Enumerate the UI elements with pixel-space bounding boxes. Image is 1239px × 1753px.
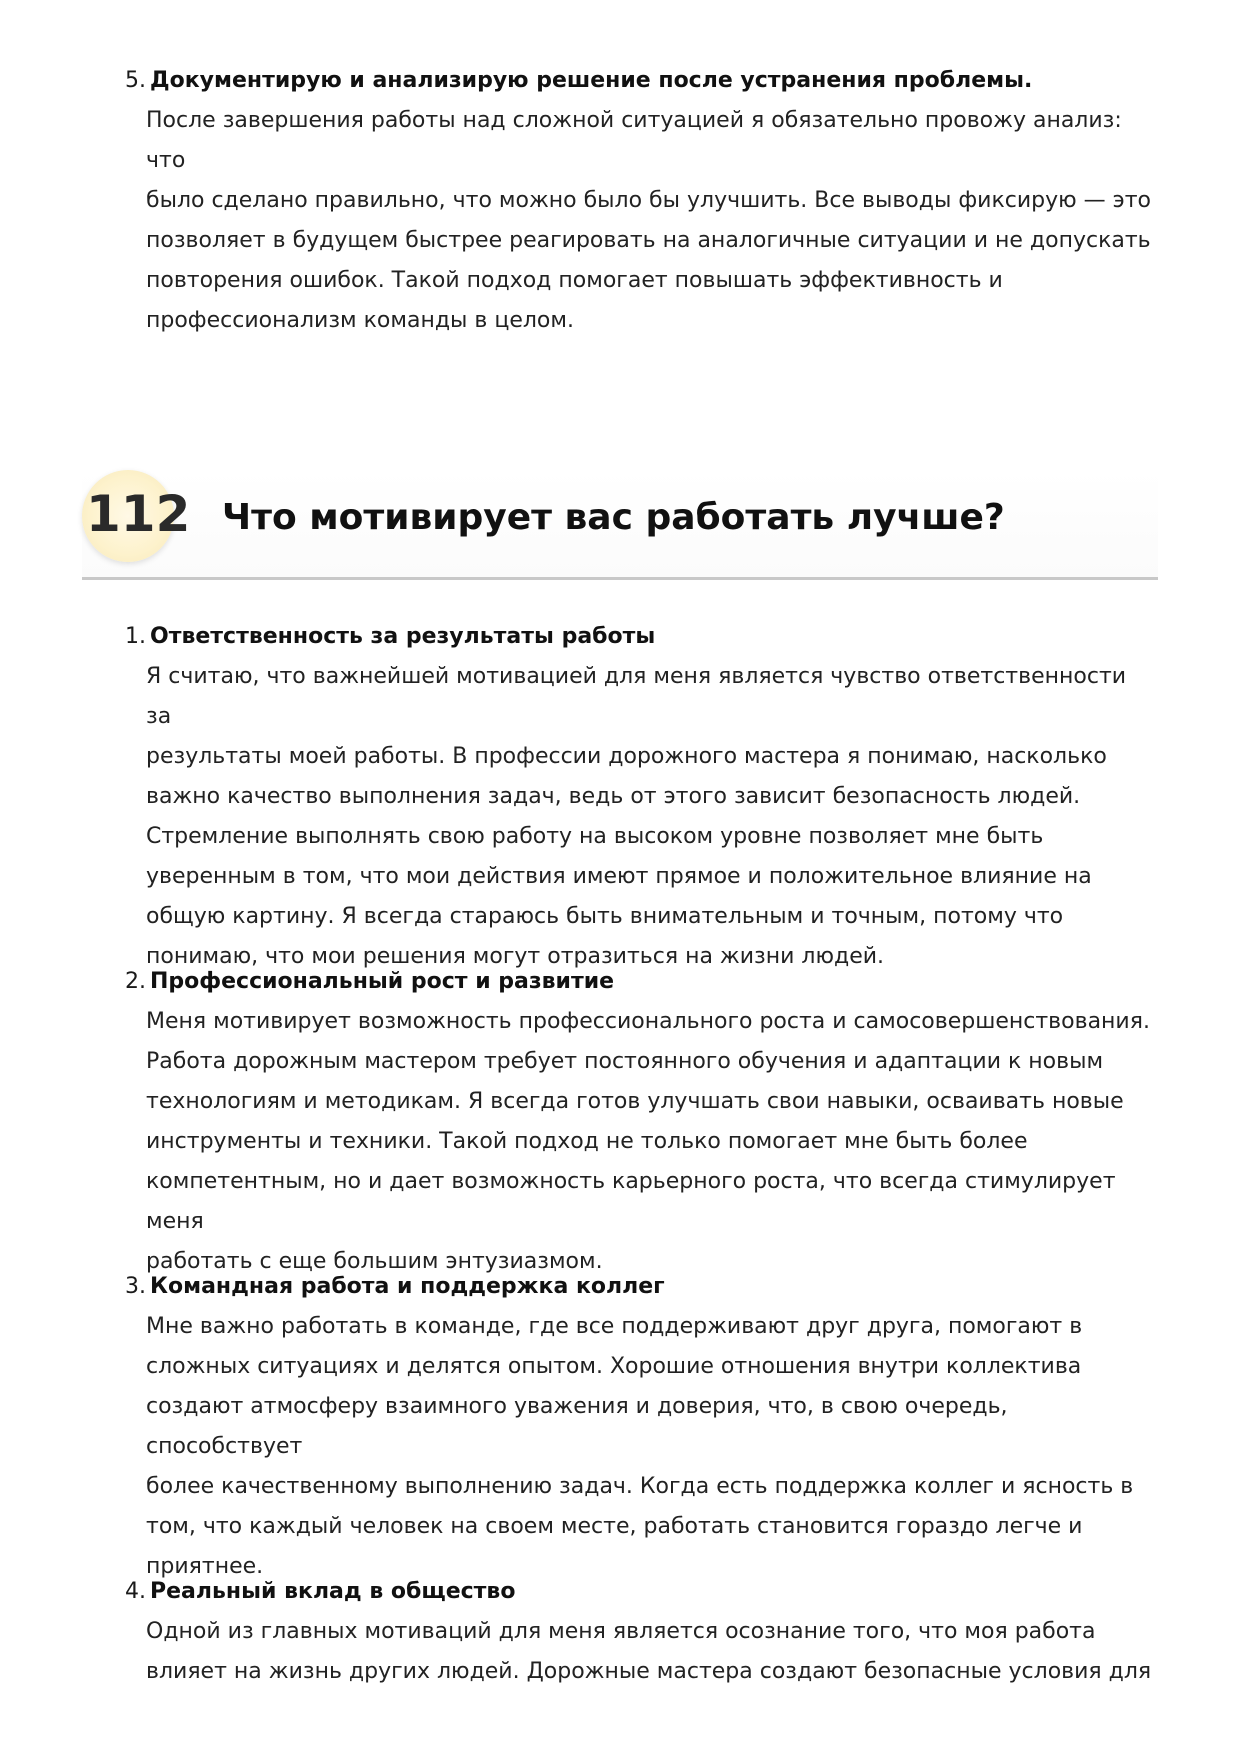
body-line: повторения ошибок. Такой подход помогает повышать эффективность и — [146, 268, 1003, 293]
item-title: Профессиональный рост и развитие — [150, 969, 615, 994]
body-line: более качественному выполнению задач. Когда есть поддержка коллег и ясность в — [146, 1474, 1134, 1499]
item-body — [146, 657, 1156, 977]
item-number: 3. — [125, 1274, 146, 1299]
body-line: позволяет в будущем быстрее реагировать на аналогичные ситуации и не допускать — [146, 228, 1151, 253]
answer-item-3 — [118, 1267, 1158, 1587]
question-divider — [82, 577, 1158, 580]
body-line: том, что каждый человек на своем месте, работать становится гораздо легче и — [146, 1514, 1083, 1539]
question-number: 112 — [86, 485, 191, 543]
answer-item-header — [118, 61, 1158, 101]
body-line: технологиям и методикам. Я всегда готов улучшать свои навыки, осваивать новые — [146, 1089, 1124, 1114]
answer-item-header — [118, 617, 1158, 657]
item-number: 1. — [125, 624, 146, 649]
item-body — [146, 101, 1156, 341]
body-line: приятнее. — [146, 1554, 264, 1579]
body-line: Работа дорожным мастером требует постоянного обучения и адаптации к новым — [146, 1049, 1104, 1074]
answer-item-1 — [118, 617, 1158, 977]
body-line: Меня мотивирует возможность профессионального роста и самосовершенствования. — [146, 1009, 1150, 1034]
item-number: 4. — [125, 1579, 146, 1604]
body-line: результаты моей работы. В профессии дорожного мастера я понимаю, насколько — [146, 744, 1107, 769]
answer-item-5 — [118, 61, 1158, 341]
answer-item-2 — [118, 962, 1158, 1282]
item-body — [146, 1002, 1156, 1282]
body-line: компетентным, но и дает возможность карьерного роста, что всегда стимулирует меня — [146, 1169, 1116, 1234]
question-header — [82, 470, 1158, 580]
body-line: общую картину. Я всегда стараюсь быть внимательным и точным, потому что — [146, 904, 1064, 929]
answer-item-header — [118, 1572, 1158, 1612]
body-line: сложных ситуациях и делятся опытом. Хорошие отношения внутри коллектива — [146, 1354, 1082, 1379]
body-line: Я считаю, что важнейшей мотивацией для меня является чувство ответственности за — [146, 664, 1127, 729]
body-line: профессионализм команды в целом. — [146, 308, 574, 333]
item-number: 5. — [125, 68, 146, 93]
item-body — [146, 1612, 1156, 1692]
item-title: Ответственность за результаты работы — [150, 624, 656, 649]
body-line: уверенным в том, что мои действия имеют прямое и положительное влияние на — [146, 864, 1092, 889]
body-line: влияет на жизнь других людей. Дорожные мастера создают безопасные условия для — [146, 1659, 1152, 1684]
item-body — [146, 1307, 1156, 1587]
item-number: 2. — [125, 969, 146, 994]
item-title: Реальный вклад в общество — [150, 1579, 516, 1604]
body-line: Мне важно работать в команде, где все поддерживают друг друга, помогают в — [146, 1314, 1083, 1339]
body-line: Одной из главных мотиваций для меня является осознание того, что моя работа — [146, 1619, 1096, 1644]
body-line: работать с еще большим энтузиазмом. — [146, 1249, 603, 1274]
body-line: Стремление выполнять свою работу на высоком уровне позволяет мне быть — [146, 824, 1044, 849]
body-line: создают атмосферу взаимного уважения и доверия, что, в свою очередь, способствует — [146, 1394, 1008, 1459]
item-title: Командная работа и поддержка коллег — [150, 1274, 665, 1299]
body-line: важно качество выполнения задач, ведь от этого зависит безопасность людей. — [146, 784, 1081, 809]
answer-item-4 — [118, 1572, 1158, 1692]
answer-item-header — [118, 1267, 1158, 1307]
item-title: Документирую и анализирую решение после устранения проблемы. — [150, 68, 1033, 93]
body-line: понимаю, что мои решения могут отразиться на жизни людей. — [146, 944, 885, 969]
body-line: было сделано правильно, что можно было бы улучшить. Все выводы фиксирую — это — [146, 188, 1151, 213]
body-line: После завершения работы над сложной ситуацией я обязательно провожу анализ: что — [146, 108, 1122, 173]
question-title: Что мотивирует вас работать лучше? — [222, 497, 1005, 538]
body-line: инструменты и техники. Такой подход не только помогает мне быть более — [146, 1129, 1028, 1154]
answer-item-header — [118, 962, 1158, 1002]
